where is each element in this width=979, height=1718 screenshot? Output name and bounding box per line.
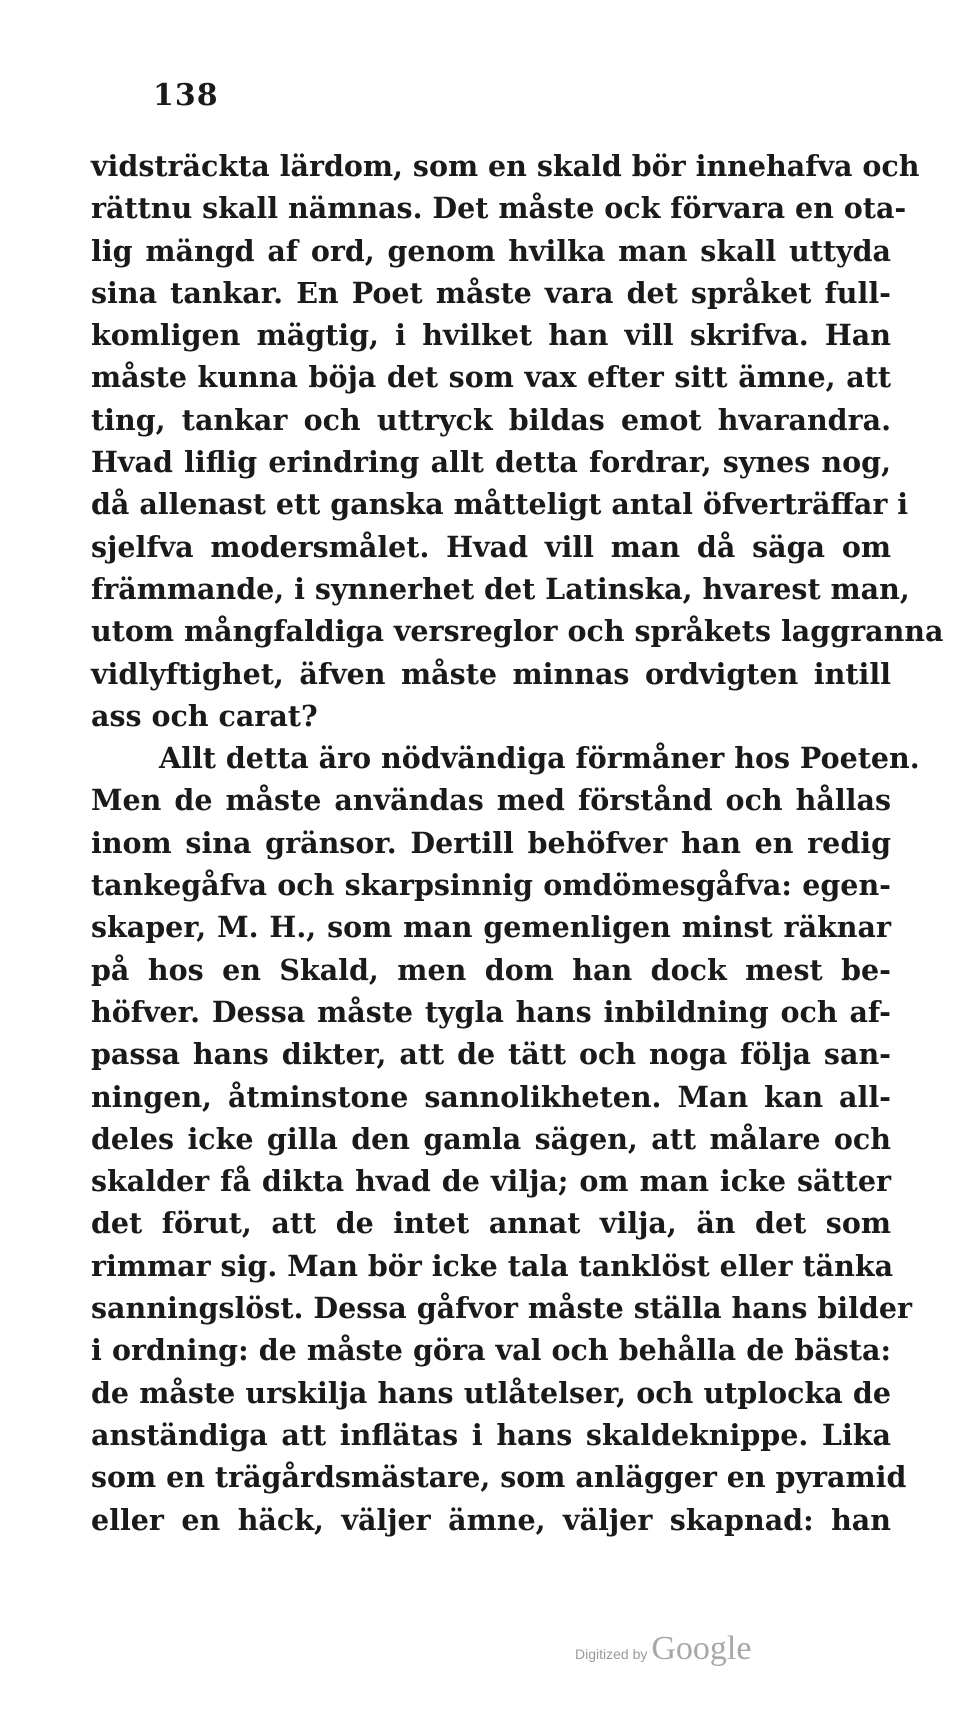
text-line: främmande, i synnerhet det Latinska, hvarest man, [91,571,910,606]
text-line-paragraph-start: Allt detta äro nödvändiga förmåner hos Poeten. [159,741,920,776]
text-line: höfver. Dessa måste tygla hans inbildning och af- [91,994,891,1029]
digitized-watermark [575,1630,751,1668]
text-line: i ordning: de måste göra val och behålla de bästa: [91,1333,891,1368]
text-line: rimmar sig. Man bör icke tala tanklöst eller tänka [91,1248,894,1283]
text-line: då allenast ett ganska måtteligt antal öfverträffar i [91,487,909,522]
text-line: vidsträckta lärdom, som en skald bör innehafva och [91,149,920,183]
text-line: rättnu skall nämnas. Det måste ock förvara en ota- [91,191,907,226]
text-line: sjelfva modersmålet. Hvad vill man då säga om [91,529,891,564]
text-line: komligen mägtig, i hvilket han vill skrifva. Han [91,318,891,353]
text-line: tankegåfva och skarpsinnig omdömesgåfva: egen- [91,868,891,903]
text-line: skalder få dikta hvad de vilja; om man icke sätter [91,1164,891,1199]
text-line: Men de måste användas med förstånd och hållas [91,783,891,818]
text-line: på hos en Skald, men dom han dock mest be- [91,952,891,987]
text-line: lig mängd af ord, genom hvilka man skall uttyda [91,233,891,268]
text-line: sanningslöst. Dessa gåfvor måste ställa hans bilder [91,1291,912,1326]
text-line: ting, tankar och uttryck bildas emot hvarandra. [91,402,891,437]
text-line: de måste urskilja hans utlåtelser, och utplocka de [91,1375,891,1410]
text-line: vidlyftighet, äfven måste minnas ordvigten intill [91,656,891,691]
text-line-paragraph-end: ass och carat? [91,698,318,733]
google-logo: Google [651,1630,752,1667]
text-line: Hvad liflig erindring allt detta fordrar, synes nog, [91,445,891,480]
text-line: passa hans dikter, att de tätt och noga följa san- [91,1037,891,1072]
body-text [91,145,944,1541]
text-line: utom mångfaldiga versreglor och språkets laggranna [91,614,944,649]
text-line: ningen, åtminstone sannolikheten. Man kan all- [91,1079,891,1114]
text-line: anständiga att inflätas i hans skaldeknippe. Lika [91,1417,891,1452]
digitized-by-label: Digitized by [575,1646,648,1662]
page-number: 138 [153,78,219,113]
text-line: det förut, att de intet annat vilja, än det som [91,1206,891,1241]
text-line: inom sina gränsor. Dertill behöfver han en redig [91,825,891,860]
text-line: måste kunna böja det som vax efter sitt ämne, att [91,360,891,395]
text-line: som en trägårdsmästare, som anlägger en pyramid [91,1460,907,1495]
text-line: eller en häck, väljer ämne, väljer skapnad: han [91,1502,891,1537]
text-line: skaper, M. H., som man gemenligen minst räknar [91,910,891,945]
text-line: sina tankar. En Poet måste vara det språket full- [91,275,891,310]
text-line: deles icke gilla den gamla sägen, att målare och [91,1121,891,1156]
